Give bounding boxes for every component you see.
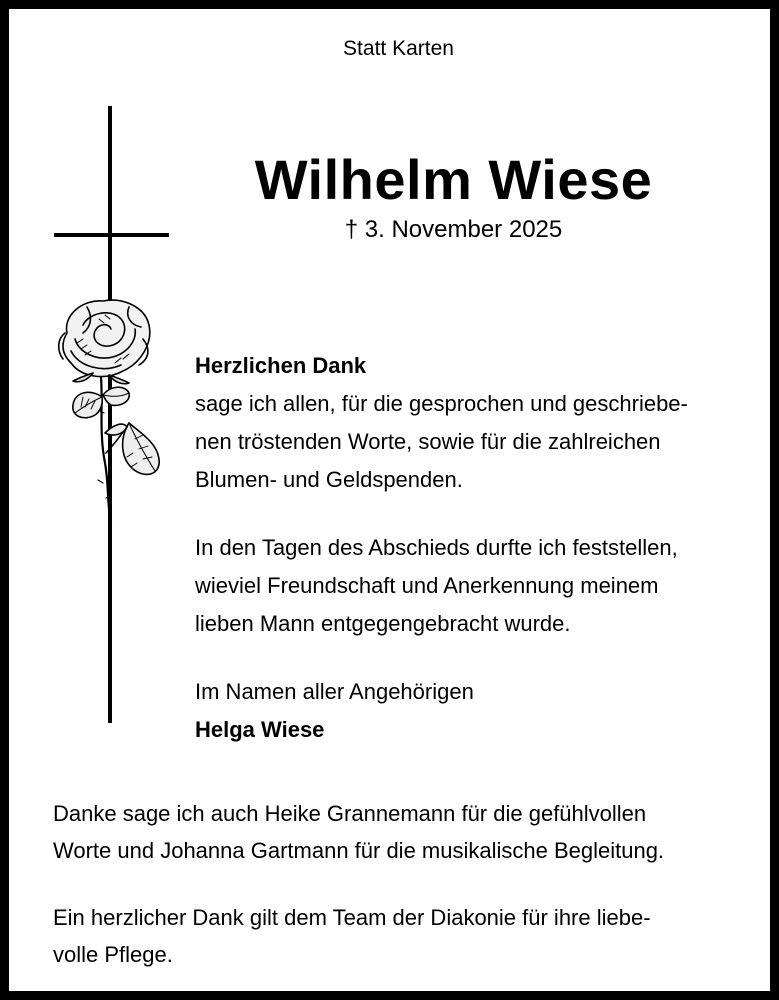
message-line: wieviel Freundschaft und Anerkennung meinem [195, 573, 659, 598]
footer-line: Worte und Johanna Gartmann für die musikalische Begleitung. [53, 838, 665, 863]
footer-line: Ein herzlicher Dank gilt dem Team der Diakonie für ihre liebe- [53, 905, 651, 930]
deceased-name: Wilhelm Wiese [254, 148, 653, 211]
statt-karten-label: Statt Karten [343, 37, 454, 60]
footer-line: volle Pflege. [53, 942, 173, 967]
message-line: sage ich allen, für die gesprochen und geschriebe- [195, 391, 688, 416]
footer-line: Danke sage ich auch Heike Grannemann für die gefühlvollen [53, 801, 647, 826]
message-line: lieben Mann entgegengebracht wurde. [195, 611, 571, 636]
closing-line: Im Namen aller Angehörigen [195, 679, 474, 704]
death-date: † 3. November 2025 [344, 216, 563, 243]
signature: Helga Wiese [195, 717, 325, 742]
message-heading: Herzlichen Dank [195, 353, 367, 378]
paragraph-gap [53, 869, 753, 899]
message-line: nen tröstenden Worte, sowie für die zahlreichen [195, 429, 661, 454]
thank-you-message [195, 347, 747, 749]
paragraph-gap [195, 643, 747, 673]
message-line: In den Tagen des Abschieds durfte ich feststellen, [195, 535, 678, 560]
footer-thanks [53, 795, 753, 973]
paragraph-gap [195, 499, 747, 529]
message-line: Blumen- und Geldspenden. [195, 467, 463, 492]
rose-icon [53, 293, 165, 525]
